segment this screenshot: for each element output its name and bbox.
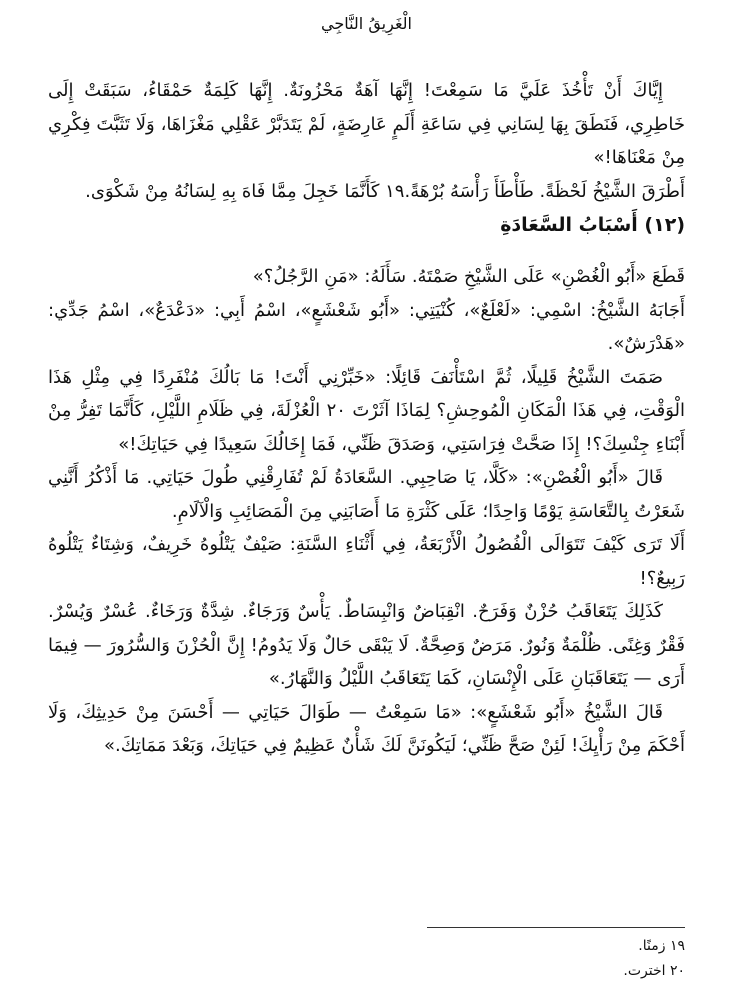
running-head: الْغَرِيقُ النَّاجِي [321,14,412,33]
paragraph: صَمَتَ الشَّيْخُ قَلِيلًا، ثُمَّ اسْتَأْنَفَ قَائِلًا: «خَبِّرْنِي أَنْتَ! مَا بَالُكَ مُنْفَرِدًا فِي مِثْلِ هَذَا الْوَقْتِ، فِي هَذَا الْمَكَانِ الْمُوحِشِ؟ لِمَاذَا آثَرْتَ ٢٠ الْعُزْلَةَ، فِي ظَلَامِ اللَّيْلِ، كَأَنَّمَا تَفِرُّ مِنْ أَبْنَاءِ جِنْسِكَ؟! إِذَا صَحَّتْ فِرَاسَتِي، وَصَدَقَ ظَنِّي، فَمَا إِخَالُكَ سَعِيدًا فِي حَيَاتِكَ!» [48,366,685,455]
paragraph: قَالَ الشَّيْخُ «أَبُو شَعْشَعٍ»: «مَا سَمِعْتُ — طَوَالَ حَيَاتِي — أَحْسَنَ مِنْ حَدِيثِكَ، وَلَا أَحْكَمَ مِنْ رَأْيِكَ! لَئِنْ صَحَّ ظَنِّي؛ لَيَكُونَنَّ لَكَ شَأْنٌ عَظِيمٌ فِي حَيَاتِكَ، وَبَعْدَ مَمَاتِكَ.» [48,701,685,756]
footnote-separator [427,927,685,928]
opening-text [48,74,685,208]
footnote: ١٩ زمنًا. [638,938,685,954]
paragraph: قَالَ «أَبُو الْغُصْنِ»: «كَلَّا، يَا صَاحِبِي. السَّعَادَةُ لَمْ تُفَارِقْنِي طُولَ حَيَاتِي. مَا أَذْكُرُ أَنَّنِي شَعَرْتُ بِالتَّعَاسَةِ يَوْمًا وَاحِدًا؛ عَلَى كَثْرَةِ مَا أَصَابَنِي مِنَ الْمَصَائِبِ وَالْآلَامِ. [48,467,685,522]
paragraph: قَطَعَ «أَبُو الْغُصْنِ» عَلَى الشَّيْخِ صَمْتَهُ. سَأَلَهُ: «مَنِ الرَّجُلُ؟» [252,266,685,287]
section-text [48,260,685,763]
paragraph: أَلَا تَرَى كَيْفَ تَتَوَالَى الْفُصُولُ الْأَرْبَعَةُ، فِي أَثْنَاءِ السَّنَةِ: صَيْفٌ يَتْلُوهُ خَرِيفٌ، وَشِتَاءٌ يَتْلُوهُ رَبِيعٌ؟! [48,534,685,589]
paragraph: أَجَابَهُ الشَّيْخُ: اسْمِي: «لَعْلَعٌ»، كُنْيَتِي: «أَبُو شَعْشَعٍ»، اسْمُ أَبِي: «دَعْدَعٌ»، اسْمُ جَدِّي: «هَدْرَشٌ». [48,299,685,354]
footnotes [48,934,685,984]
paragraph: كَذَلِكَ يَتَعَاقَبُ حُزْنٌ وَفَرَحٌ. انْقِبَاضٌ وَانْبِسَاطٌ. يَأْسٌ وَرَجَاءٌ. شِدَّةٌ وَرَخَاءٌ. عُسْرٌ وَيُسْرٌ. فَقْرٌ وَغِنًى. ظُلْمَةٌ وَنُورٌ. مَرَضٌ وَصِحَّةٌ. لَا يَبْقَى حَالٌ وَلَا يَدُومُ! إِنَّ الْحُزْنَ وَالسُّرُورَ — فِيمَا أَرَى — يَتَعَاقَبَانِ عَلَى الْإِنْسَانِ، كَمَا يَتَعَاقَبُ اللَّيْلُ وَالنَّهَارُ.» [48,601,685,689]
section-title: (١٢) أَسْبَابُ السَّعَادَةِ [500,214,685,236]
footnote: ٢٠ اخترت. [623,963,685,979]
paragraph: إِيَّاكَ أَنْ تَأْخُذَ عَلَيَّ مَا سَمِعْتَ! إِنَّهَا آهَةٌ مَحْزُونَةٌ. إِنَّهَا كَلِمَةٌ حَمْقَاءُ، سَبَقَتْ إِلَى خَاطِرِي، فَنَطَقَ بِهَا لِسَانِي فِي سَاعَةِ أَلَمٍ عَارِضَةٍ، لَمْ يَتَدَبَّرْ عَقْلِي مَغْزَاهَا، وَلَا تَثَبَّتَ فِكْرِي مِنْ مَعْنَاهَا!» [48,80,685,168]
paragraph: أَطْرَقَ الشَّيْخُ لَحْظَةً. طَأْطَأَ رَأْسَهُ بُرْهَةً.١٩ كَأَنَّمَا خَجِلَ مِمَّا فَاهَ بِهِ لِسَانُهُ مِنْ شَكْوَى. [85,180,685,202]
